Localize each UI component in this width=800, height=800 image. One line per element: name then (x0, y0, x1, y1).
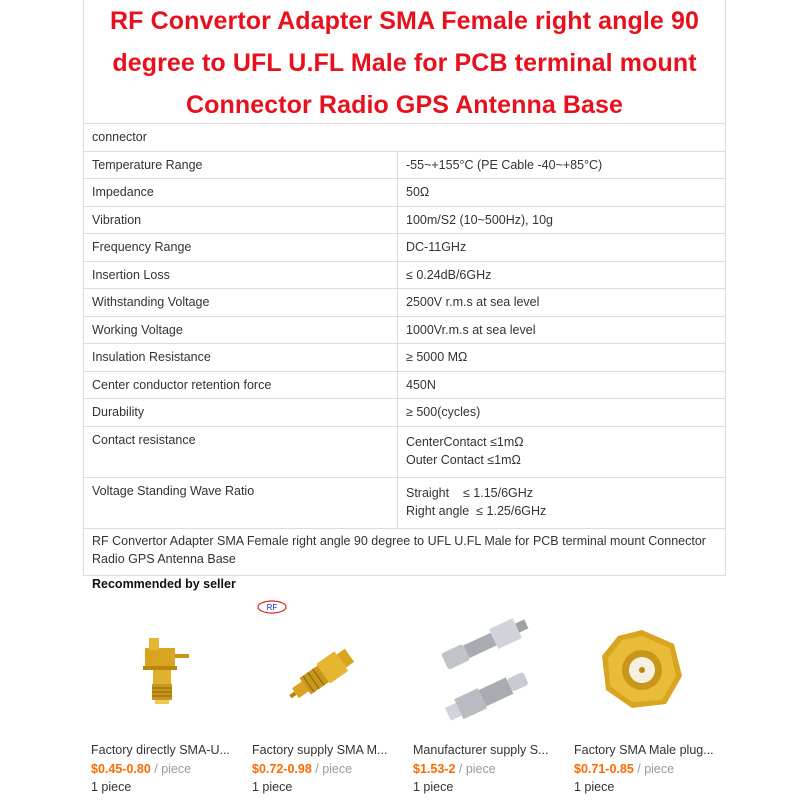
spec-value-line: Outer Contact ≤1mΩ (406, 452, 521, 467)
spec-key: Voltage Standing Wave Ratio (84, 477, 398, 528)
spec-value: 2500V r.m.s at sea level (398, 289, 726, 317)
sma-adapter-icon (244, 600, 396, 740)
table-row (84, 151, 725, 179)
table-row (84, 234, 725, 262)
spec-key: Impedance (84, 179, 398, 207)
spec-value: 1000Vr.m.s at sea level (398, 316, 726, 344)
spec-table (84, 124, 725, 529)
product-card[interactable] (566, 600, 718, 800)
spec-value: DC-11GHz (398, 234, 726, 262)
spec-key: Frequency Range (84, 234, 398, 262)
product-card-title[interactable]: Factory supply SMA M... (252, 743, 388, 757)
spec-key: Insertion Loss (84, 261, 398, 289)
recommended-heading: Recommended by seller (92, 577, 236, 591)
product-card-price (574, 762, 674, 776)
spec-value: ≥ 500(cycles) (398, 399, 726, 427)
price-unit: / piece (150, 762, 192, 776)
spec-key: Center conductor retention force (84, 371, 398, 399)
product-card-title[interactable]: Factory SMA Male plug... (574, 743, 714, 757)
spec-category: connector (84, 124, 725, 151)
product-card-price (91, 762, 191, 776)
table-row (84, 316, 725, 344)
spec-key: Working Voltage (84, 316, 398, 344)
sma-plug-icon (566, 600, 718, 740)
table-row (84, 289, 725, 317)
product-title: RF Convertor Adapter SMA Female right angle 90 degree to UFL U.FL Male for PCB terminal mount Connector Radio GPS Antenna Base (84, 0, 725, 124)
spec-value: 450N (398, 371, 726, 399)
product-card[interactable] (405, 600, 557, 800)
product-card-moq: 1 piece (574, 780, 615, 794)
product-image[interactable] (405, 600, 557, 740)
spec-key: Contact resistance (84, 426, 398, 477)
table-row (84, 477, 725, 528)
spec-key: Vibration (84, 206, 398, 234)
product-card-price (252, 762, 352, 776)
price-unit: / piece (455, 762, 496, 776)
spec-value: 100m/S2 (10~500Hz), 10g (398, 206, 726, 234)
product-card-moq: 1 piece (91, 780, 132, 794)
price-amount: $0.72-0.98 (252, 762, 312, 776)
price-amount: $1.53-2 (413, 762, 456, 776)
spec-value: 50Ω (398, 179, 726, 207)
recommended-list (83, 600, 724, 800)
table-row (84, 344, 725, 372)
spec-value-line: CenterContact ≤1mΩ (406, 434, 524, 449)
spec-value: ≤ 0.24dB/6GHz (398, 261, 726, 289)
table-row (84, 426, 725, 477)
product-card-moq: 1 piece (413, 780, 454, 794)
table-row (84, 179, 725, 207)
product-description: RF Convertor Adapter SMA Female right angle 90 degree to UFL U.FL Male for PCB terminal mount Connector Radio GPS Antenna Base (84, 529, 725, 576)
table-row (84, 399, 725, 427)
steel-adapters-icon (405, 600, 557, 740)
product-image[interactable] (244, 600, 396, 740)
price-amount: $0.45-0.80 (91, 762, 151, 776)
seller-logo-text: RF (266, 603, 278, 612)
product-card[interactable] (244, 600, 396, 800)
product-card[interactable] (83, 600, 235, 800)
spec-value: ≥ 5000 MΩ (398, 344, 726, 372)
product-card-title[interactable]: Manufacturer supply S... (413, 743, 549, 757)
spec-key: Withstanding Voltage (84, 289, 398, 317)
product-card-title[interactable]: Factory directly SMA-U... (91, 743, 230, 757)
spec-key: Insulation Resistance (84, 344, 398, 372)
right-angle-connector-icon (83, 600, 235, 740)
product-image[interactable] (83, 600, 235, 740)
product-card-price (413, 762, 496, 776)
spec-key: Durability (84, 399, 398, 427)
product-card-moq: 1 piece (252, 780, 293, 794)
spec-key: Temperature Range (84, 151, 398, 179)
table-row (84, 371, 725, 399)
spec-value: -55~+155°C (PE Cable -40~+85°C) (398, 151, 726, 179)
table-row (84, 206, 725, 234)
spec-value-line: Right angle ≤ 1.25/6GHz (406, 503, 547, 518)
spec-value (398, 477, 726, 528)
product-image[interactable] (566, 600, 718, 740)
spec-value (398, 426, 726, 477)
price-amount: $0.71-0.85 (574, 762, 634, 776)
spec-value-line: Straight ≤ 1.15/6GHz (406, 485, 534, 500)
table-row (84, 261, 725, 289)
product-detail-sheet (83, 0, 726, 576)
price-unit: / piece (311, 762, 353, 776)
price-unit: / piece (633, 762, 675, 776)
